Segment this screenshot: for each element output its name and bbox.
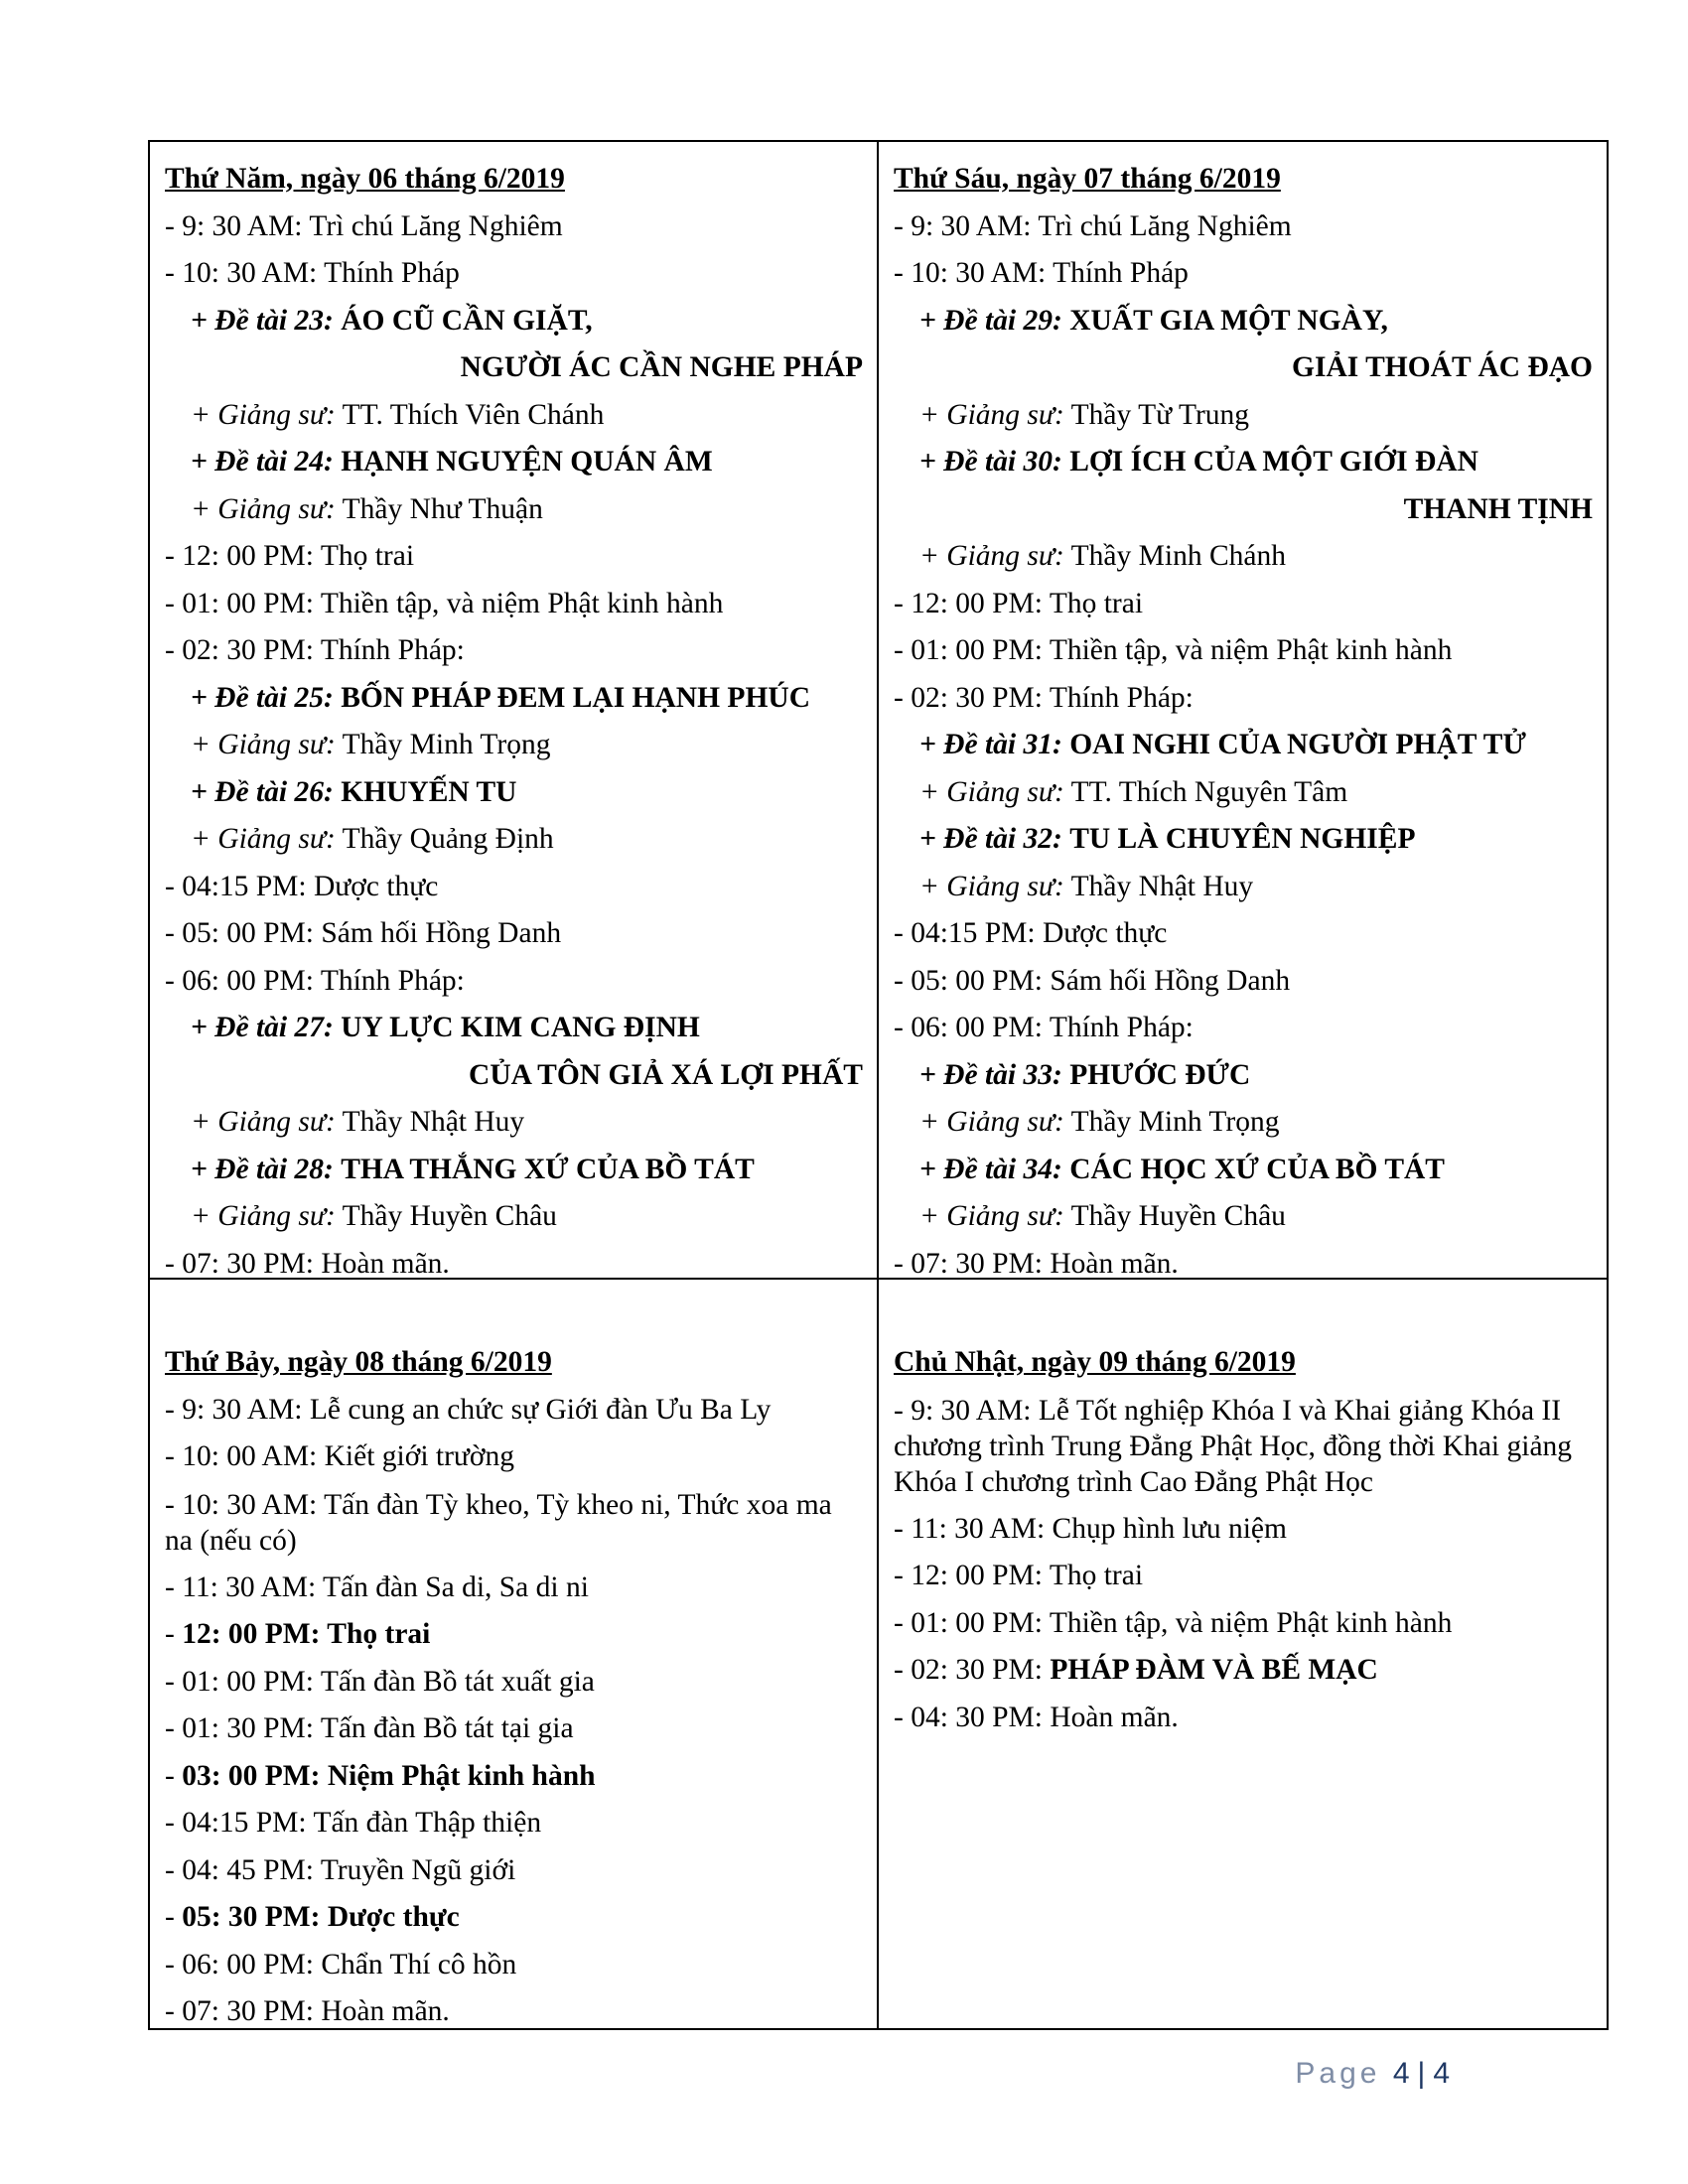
topic-title: XUẤT GIA MỘT NGÀY, <box>1069 304 1388 337</box>
topic-label: + Đề tài 27: <box>191 1012 334 1043</box>
day-content <box>879 1280 1607 1741</box>
schedule-item <box>894 1647 1593 1695</box>
topic-title: HẠNH NGUYỆN QUÁN ÂM <box>341 446 713 478</box>
schedule-item: - 01: 00 PM: Tấn đàn Bồ tát xuất gia <box>165 1665 595 1698</box>
item-bold-text: 12: 00 PM: Thọ trai <box>182 1618 431 1650</box>
page-total: 4 <box>1433 2057 1450 2090</box>
schedule-item: - 9: 30 AM: Trì chú Lăng Nghiêm <box>165 209 563 242</box>
schedule-item: - 07: 30 PM: Hoàn mãn. <box>165 1995 450 2027</box>
day-content <box>879 142 1607 1288</box>
item-lead: - <box>165 1901 183 1933</box>
speaker-name: Thầy Nhật Huy <box>1070 870 1254 902</box>
speaker-label: + Giảng sư: <box>919 870 1064 902</box>
schedule-item: - 10: 00 AM: Kiết giới trường <box>165 1440 515 1472</box>
schedule-item: - 06: 00 PM: Chẩn Thí cô hồn <box>165 1948 517 1980</box>
speaker-line <box>894 392 1593 440</box>
speaker-label: + Giảng sư: <box>919 775 1064 808</box>
day-heading: Chủ Nhật, ngày 09 tháng 6/2019 <box>894 1346 1296 1378</box>
schedule-item: - 06: 00 PM: Thính Pháp: <box>165 964 465 997</box>
topic-line <box>894 1147 1593 1194</box>
speaker-line <box>894 1099 1593 1147</box>
speaker-line <box>165 392 863 440</box>
speaker-name: TT. Thích Viên Chánh <box>342 398 605 431</box>
topic-title: ÁO CŨ CẦN GIẶT, <box>341 304 593 337</box>
topic-label: + Đề tài 29: <box>919 304 1062 337</box>
topic-label: + Đề tài 23: <box>191 304 334 337</box>
schedule-table <box>148 140 1609 2030</box>
speaker-name: Thầy Huyền Châu <box>1070 1200 1286 1232</box>
schedule-item: - 04: 30 PM: Hoàn mãn. <box>894 1701 1179 1733</box>
item-lead: - <box>165 1759 183 1792</box>
speaker-name: Thầy Minh Chánh <box>1070 540 1286 572</box>
day-content <box>150 142 877 1288</box>
schedule-item: - 07: 30 PM: Hoàn mãn. <box>165 1247 450 1280</box>
topic-title: TU LÀ CHUYÊN NGHIỆP <box>1069 823 1416 855</box>
topic-label: + Đề tài 26: <box>191 775 334 808</box>
schedule-item: - 07: 30 PM: Hoàn mãn. <box>894 1247 1179 1280</box>
schedule-item: - 9: 30 AM: Lễ cung an chức sự Giới đàn Ưu Ba Ly <box>165 1393 772 1426</box>
day-heading: Thứ Bảy, ngày 08 tháng 6/2019 <box>165 1346 552 1378</box>
speaker-line <box>894 864 1593 911</box>
speaker-name: Thầy Nhật Huy <box>342 1106 525 1138</box>
schedule-item: - 04:15 PM: Dược thực <box>165 870 439 902</box>
topic-title: THA THẮNG XỨ CỦA BỒ TÁT <box>341 1153 755 1185</box>
speaker-label: + Giảng sư: <box>191 729 336 760</box>
topic-line <box>165 1147 863 1194</box>
speaker-name: Thầy Minh Trọng <box>1070 1106 1280 1138</box>
topic-line <box>165 439 863 486</box>
item-bold-text: 05: 30 PM: Dược thực <box>182 1901 460 1933</box>
speaker-label: + Giảng sư: <box>191 398 336 431</box>
schedule-item: - 05: 00 PM: Sám hối Hồng Danh <box>165 917 562 949</box>
topic-line <box>894 298 1593 345</box>
topic-title-continued: NGƯỜI ÁC CẦN NGHE PHÁP <box>460 351 863 383</box>
page-separator: | <box>1417 2057 1426 2090</box>
page-footer <box>1295 2057 1450 2091</box>
day-cell-friday <box>879 142 1607 1280</box>
schedule-item: - 11: 30 AM: Chụp hình lưu niệm <box>894 1512 1287 1545</box>
item-bold-text: 03: 00 PM: Niệm Phật kinh hành <box>182 1759 596 1792</box>
topic-line <box>165 1005 863 1052</box>
speaker-line <box>165 1099 863 1147</box>
page-label: Page <box>1295 2057 1381 2090</box>
topic-title: UY LỰC KIM CANG ĐỊNH <box>341 1012 700 1043</box>
schedule-item <box>165 1753 863 1801</box>
topic-title: CÁC HỌC XỨ CỦA BỒ TÁT <box>1069 1153 1445 1185</box>
topic-title-continued: CỦA TÔN GIẢ XÁ LỢI PHẤT <box>469 1058 863 1091</box>
speaker-label: + Giảng sư: <box>919 540 1064 572</box>
speaker-name: Thầy Từ Trung <box>1070 398 1250 431</box>
schedule-item: - 01: 00 PM: Thiền tập, và niệm Phật kinh hành <box>894 1606 1453 1639</box>
topic-title: OAI NGHI CỦA NGƯỜI PHẬT TỬ <box>1069 729 1526 760</box>
speaker-line <box>894 769 1593 817</box>
schedule-item: - 12: 00 PM: Thọ trai <box>894 1560 1144 1591</box>
topic-label: + Đề tài 31: <box>919 729 1062 760</box>
speaker-label: + Giảng sư: <box>919 1200 1064 1232</box>
topic-title: KHUYẾN TU <box>341 775 517 808</box>
speaker-line <box>165 1193 863 1241</box>
day-cell-thursday <box>150 142 879 1280</box>
schedule-item: - 01: 00 PM: Thiền tập, và niệm Phật kinh hành <box>165 587 724 619</box>
page-current: 4 <box>1392 2057 1410 2090</box>
schedule-item: - 10: 30 AM: Tấn đàn Tỳ kheo, Tỳ kheo ni, Thức xoa ma na (nếu có) <box>165 1488 832 1557</box>
speaker-name: Thầy Quảng Định <box>342 823 554 855</box>
speaker-label: + Giảng sư: <box>191 823 336 855</box>
topic-label: + Đề tài 34: <box>919 1153 1062 1185</box>
topic-label: + Đề tài 33: <box>919 1058 1062 1091</box>
item-bold-text: PHÁP ĐÀM VÀ BẾ MẠC <box>1050 1654 1378 1686</box>
speaker-name: Thầy Minh Trọng <box>342 729 551 760</box>
schedule-item: - 11: 30 AM: Tấn đàn Sa di, Sa di ni <box>165 1570 589 1603</box>
schedule-item: - 9: 30 AM: Trì chú Lăng Nghiêm <box>894 209 1292 242</box>
topic-line <box>165 298 863 345</box>
schedule-item: - 05: 00 PM: Sám hối Hồng Danh <box>894 964 1291 997</box>
topic-label: + Đề tài 25: <box>191 681 334 714</box>
speaker-label: + Giảng sư: <box>919 398 1064 431</box>
schedule-item <box>165 1611 863 1659</box>
day-cell-sunday <box>879 1280 1607 2028</box>
speaker-label: + Giảng sư: <box>191 1106 336 1138</box>
topic-line <box>165 769 863 817</box>
schedule-item: - 12: 00 PM: Thọ trai <box>894 587 1144 619</box>
schedule-item <box>165 1894 863 1942</box>
schedule-item: - 04:15 PM: Dược thực <box>894 917 1168 949</box>
topic-line <box>894 1052 1593 1100</box>
speaker-line <box>894 533 1593 581</box>
topic-label: + Đề tài 28: <box>191 1153 334 1185</box>
schedule-item: - 10: 30 AM: Thính Pháp <box>165 257 460 289</box>
topic-title: LỢI ÍCH CỦA MỘT GIỚI ĐÀN <box>1069 446 1478 478</box>
topic-label: + Đề tài 30: <box>919 446 1062 478</box>
schedule-item: - 04:15 PM: Tấn đàn Thập thiện <box>165 1807 542 1839</box>
topic-title-continued: THANH TỊNH <box>1403 492 1593 525</box>
topic-title-continued: GIẢI THOÁT ÁC ĐẠO <box>1292 351 1593 383</box>
schedule-item: - 01: 30 PM: Tấn đàn Bồ tát tại gia <box>165 1712 574 1744</box>
speaker-label: + Giảng sư: <box>191 1200 336 1232</box>
schedule-item: - 02: 30 PM: Thính Pháp: <box>165 634 465 666</box>
speaker-name: Thầy Huyền Châu <box>342 1200 557 1232</box>
speaker-line <box>165 722 863 769</box>
day-heading: Thứ Sáu, ngày 07 tháng 6/2019 <box>894 163 1281 195</box>
speaker-label: + Giảng sư: <box>919 1106 1064 1138</box>
topic-line <box>894 816 1593 864</box>
speaker-name: Thầy Như Thuận <box>342 492 543 525</box>
speaker-line <box>165 816 863 864</box>
topic-line <box>894 722 1593 769</box>
topic-title: PHƯỚC ĐỨC <box>1069 1058 1251 1091</box>
schedule-item: - 12: 00 PM: Thọ trai <box>165 540 415 572</box>
topic-line <box>894 439 1593 486</box>
day-cell-saturday <box>150 1280 879 2028</box>
topic-line <box>165 675 863 723</box>
day-content <box>150 1280 877 2036</box>
schedule-item: - 04: 45 PM: Truyền Ngũ giới <box>165 1853 516 1886</box>
speaker-line <box>165 486 863 534</box>
schedule-item: - 01: 00 PM: Thiền tập, và niệm Phật kinh hành <box>894 634 1453 666</box>
topic-label: + Đề tài 24: <box>191 446 334 478</box>
schedule-item: - 10: 30 AM: Thính Pháp <box>894 257 1189 289</box>
schedule-item: - 06: 00 PM: Thính Pháp: <box>894 1012 1194 1043</box>
speaker-line <box>894 1193 1593 1241</box>
schedule-item: - 02: 30 PM: Thính Pháp: <box>894 681 1194 714</box>
topic-title: BỐN PHÁP ĐEM LẠI HẠNH PHÚC <box>341 681 811 714</box>
speaker-name: TT. Thích Nguyên Tâm <box>1070 775 1348 808</box>
topic-label: + Đề tài 32: <box>919 823 1062 855</box>
item-lead: - 02: 30 PM: <box>894 1654 1051 1686</box>
speaker-label: + Giảng sư: <box>191 492 336 525</box>
schedule-item: - 9: 30 AM: Lễ Tốt nghiệp Khóa I và Khai giảng Khóa II chương trình Trung Đẳng Phật Học, đồng thời Khai giảng Khóa I chương trình Cao Đẳng Phật Học <box>894 1394 1573 1498</box>
day-heading: Thứ Năm, ngày 06 tháng 6/2019 <box>165 163 565 195</box>
item-lead: - <box>165 1618 183 1650</box>
